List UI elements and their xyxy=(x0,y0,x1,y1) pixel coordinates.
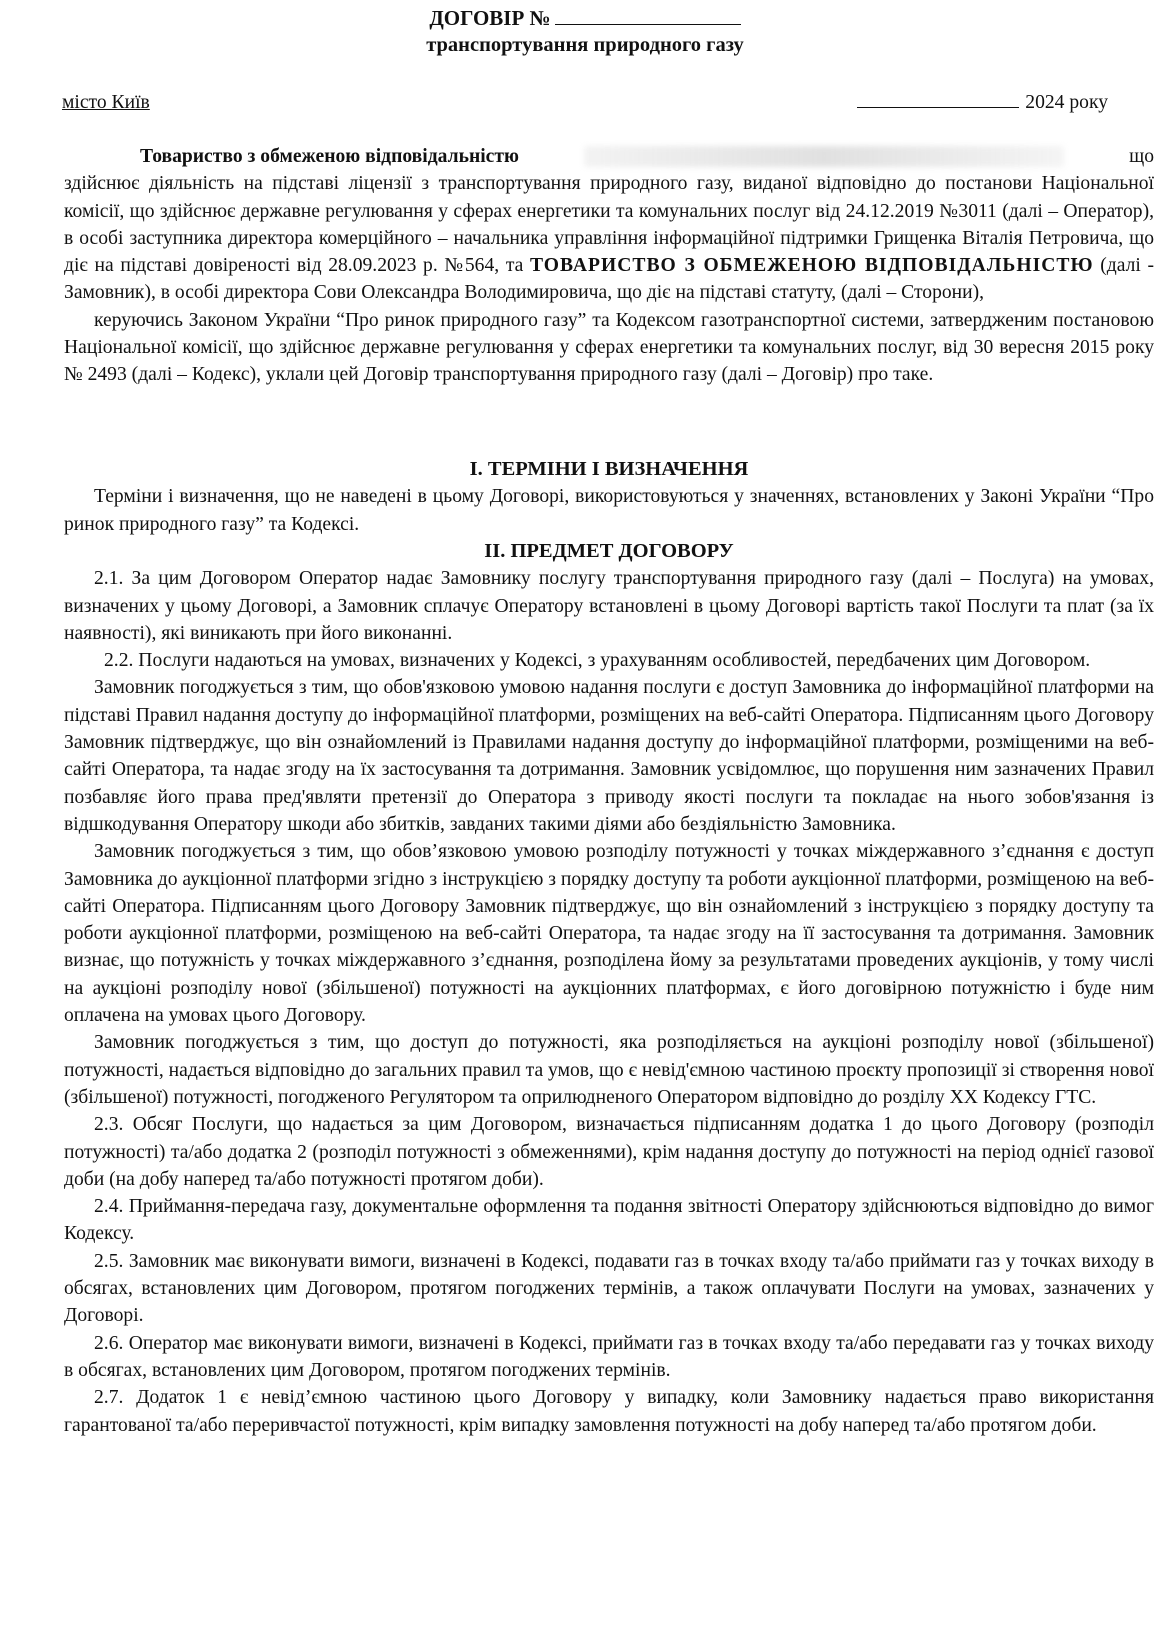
contract-date xyxy=(857,89,1108,116)
intro-operator-details: здійснює діяльність на підставі ліцензії з транспортування природного газу, виданої відповідно до постанови Національної комісії, що здійснює державне регулювання у сферах енергетики та комунальних послуг від 24.12.2019 №3011 (далі – Оператор), в особі заступника директора комерційного – начальника управління інформаційної підтримки Грищенка Віталія Петровича, що діє на підставі довіреності від 28.09.2023 р. №564, та xyxy=(64,173,1154,277)
intro-block xyxy=(64,143,1154,389)
clause-2-5: 2.5. Замовник має виконувати вимоги, визначені в Кодексі, подавати газ в точках входу та/або приймати газ у точках виходу в обсягах, встановлених цим Договором, протягом погоджених термінів, а також оплачувати Послуги на умовах, зазначених у Договорі. xyxy=(64,1250,1154,1327)
clause-2-1: 2.1. За цим Договором Оператор надає Замовнику послугу транспортування природного газу (далі – Послуга) на умовах, визначених у цьому Договорі, а Замовник сплачує Оператору встановлені в цьому Договорі вартість такої Послуги та плат (за їх наявності), які виникають при його виконанні. xyxy=(64,568,1154,644)
intro-customer-details: (далі - Замовник), в особі директора Сови Олександра Володимировича, що діє на підставі статуту, (далі – Сторони), xyxy=(64,255,1154,304)
contract-title-text: ДОГОВІР № xyxy=(429,6,551,30)
clause-2-4: 2.4. Приймання-передача газу, документальне оформлення та подання звітності Оператору здійснюються відповідно до вимог Кодексу. xyxy=(64,1196,1154,1245)
section-1 xyxy=(64,456,1154,538)
operator-company-name: Товариство з обмеженою відповідальністю xyxy=(140,146,519,167)
redacted-company-name xyxy=(584,146,1064,167)
clause-2-2: 2.2. Послуги надаються на умовах, визначених у Кодексі, з урахуванням особливостей, передбачених цим Договором. xyxy=(104,650,1091,672)
capacity-access-paragraph: Замовник погоджується з тим, що доступ до потужності, яка розподіляється на аукціоні розподілу нової (збільшеної) потужності, надається відповідно до загальних правил та умов, що є невід'ємною частиною проєкту пропозиції зі створення нової (збільшеної) потужності, погодженого Регулятором та оприлюдненого Оператором відповідно до розділу ХХ Кодексу ГТС. xyxy=(64,1032,1154,1108)
contract-number-blank xyxy=(555,4,741,25)
clause-2-6: 2.6. Оператор має виконувати вимоги, визначені в Кодексі, приймати газ в точках входу та/або передавати газ у точках виходу в обсягах, встановлених цим Договором, протягом погоджених термінів. xyxy=(64,1332,1154,1381)
clause-2-7: 2.7. Додаток 1 є невід’ємною частиною цього Договору у випадку, коли Замовнику надається право використання гарантованої та/або переривчастої потужності, крім випадку замовлення потужності на добу наперед та/або протягом доби. xyxy=(64,1387,1154,1436)
section-1-paragraph: Терміни і визначення, що не наведені в цьому Договорі, використовуються у значеннях, встановлених у Законі України “Про ринок природного газу” та Кодексі. xyxy=(64,486,1154,535)
section-2-heading: ІІ. ПРЕДМЕТ ДОГОВОРУ xyxy=(484,540,734,562)
clause-2-3: 2.3. Обсяг Послуги, що надається за цим Договором, визначається підписанням додатка 1 до цього Договору (розподіл потужності) та/або додатка 2 (розподіл потужності з обмеженнями), крім надання доступу до потужності на період однієї газової доби (на добу наперед та/або потужності протягом доби). xyxy=(64,1114,1154,1190)
contract-year: 2024 року xyxy=(1025,92,1108,113)
intro-parties-paragraph xyxy=(64,170,1154,306)
intro-that-word: що xyxy=(1129,146,1154,167)
intro-first-line xyxy=(64,143,1154,170)
section-1-heading: І. ТЕРМІНИ І ВИЗНАЧЕННЯ xyxy=(469,458,749,480)
section-2 xyxy=(64,538,1154,1439)
info-platform-paragraph: Замовник погоджується з тим, що обов'язковою умовою надання послуги є доступ Замовника до інформаційної платформи на підставі Правил надання доступу до інформаційної платформи, розміщених на веб-сайті Оператора. Підписанням цього Договору Замовник підтверджує, що він ознайомлений із Правилами надання доступу до інформаційної платформи, розміщеними на веб-сайті Оператора, та надає згоду на їх застосування та дотримання. Замовник усвідомлює, що порушення ним зазначених Правил позбавляє його права пред'являти претензії до Оператора з приводу якості послуги та покладає на нього зобов'язання із відшкодування Оператору шкоди або збитків, завданих такими діями або бездіяльністю Замовника. xyxy=(64,677,1154,835)
intro-basis-paragraph: керуючись Законом України “Про ринок природного газу” та Кодексом газотранспортної системи, затвердженим постановою Національної комісії, що здійснює державне регулювання у сферах енергетики та комунальних послуг, від 30 вересня 2015 року № 2493 (далі – Кодекс), уклали цей Договір транспортування природного газу (далі – Договір) про таке. xyxy=(64,309,1154,386)
contract-city: місто Київ xyxy=(62,92,150,113)
contract-subtitle: транспортування природного газу xyxy=(426,34,744,56)
auction-platform-paragraph: Замовник погоджується з тим, що обов’язковою умовою розподілу потужності у точках міждержавного з’єднання є доступ Замовника до аукціонної платформи згідно з інструкцією з порядку доступу та роботи аукціонної платформи, розміщеною на веб-сайті Оператора. Підписанням цього Договору Замовник підтверджує, що він ознайомлений з інструкцією з порядку доступу та роботи аукціонної платформи, розміщеною на веб-сайті Оператора, та надає згоду на її застосування та дотримання. Замовник визнає, що потужність у точках міждержавного з’єднання, розподілена йому за результатами проведених аукціонів, у тому числі на аукціоні розподілу нової (збільшеної) потужності на аукціонних платформах, є його договірною потужністю і буде ним оплачена на умовах цього Договору. xyxy=(64,841,1154,1027)
customer-company-name: ТОВАРИСТВО З ОБМЕЖЕНОЮ ВІДПОВІДАЛЬНІСТЮ xyxy=(530,255,1094,277)
contract-title xyxy=(0,4,1170,32)
date-blank xyxy=(857,89,1019,108)
